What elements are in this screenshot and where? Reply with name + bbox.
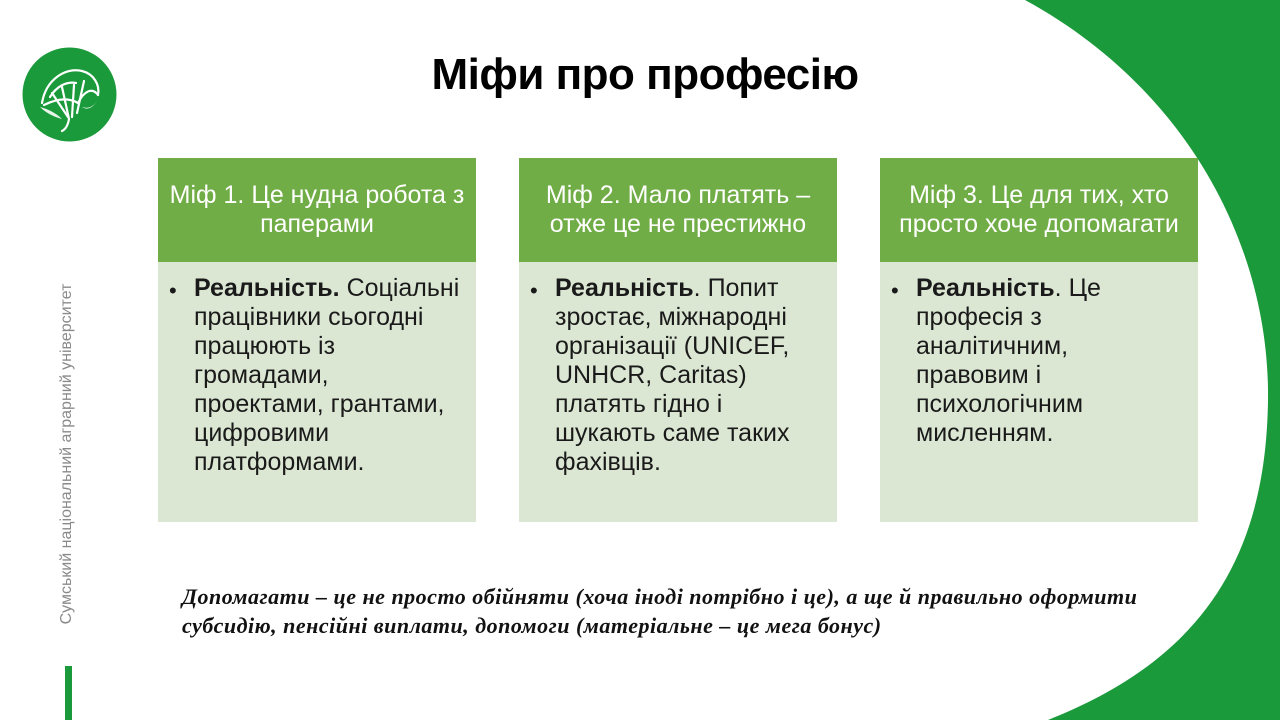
myth-card-body [519,262,837,522]
myth-card-header [158,158,476,262]
myth-card-header [519,158,837,262]
bullet-icon: • [169,278,177,303]
myth-statement: Мало платять – отже це не престижно [549,181,811,238]
closing-quote: Допомагати – це не просто обійняти (хоча іноді потрібно і це), а ще й правильно оформити субсидію, пенсійні виплати, допомоги (матеріальне – це мега бонус) [182,584,1138,638]
reality-text: . Це професія з аналітичним, правовим і психологічним мисленням. [916,274,1101,447]
myth-number: Міф 3. [909,181,984,209]
reality-label: Реальність [916,274,1055,302]
myth-card-1 [158,158,476,522]
myth-card-2 [519,158,837,522]
university-name-vertical: Сумський національний аграрний університет [58,283,75,625]
bullet-icon: • [530,278,538,303]
reality-text: Соціальні працівники сьогодні працюють із громадами, проектами, грантами, цифровими платформами. [194,274,460,476]
myth-card-3 [880,158,1198,522]
myth-statement: Це нудна робота з паперами [244,181,465,238]
myth-statement: Це для тих, хто просто хоче допомагати [899,181,1179,238]
myth-card-body [158,262,476,522]
reality-text: . Попит зростає, міжнародні організації (UNICEF, UNHCR, Caritas) платять гідно і шукають саме таких фахівців. [555,274,790,476]
reality-label: Реальність [555,274,694,302]
reality-label: Реальність. [194,274,340,302]
myth-number: Міф 2. [545,181,621,209]
myth-card-body [880,262,1198,522]
page-title: Міфи про професію [431,50,859,99]
bullet-icon: • [891,278,899,303]
myth-card-header [880,158,1198,262]
myth-number: Міф 1. [169,181,245,209]
vertical-accent-bar [65,666,72,720]
